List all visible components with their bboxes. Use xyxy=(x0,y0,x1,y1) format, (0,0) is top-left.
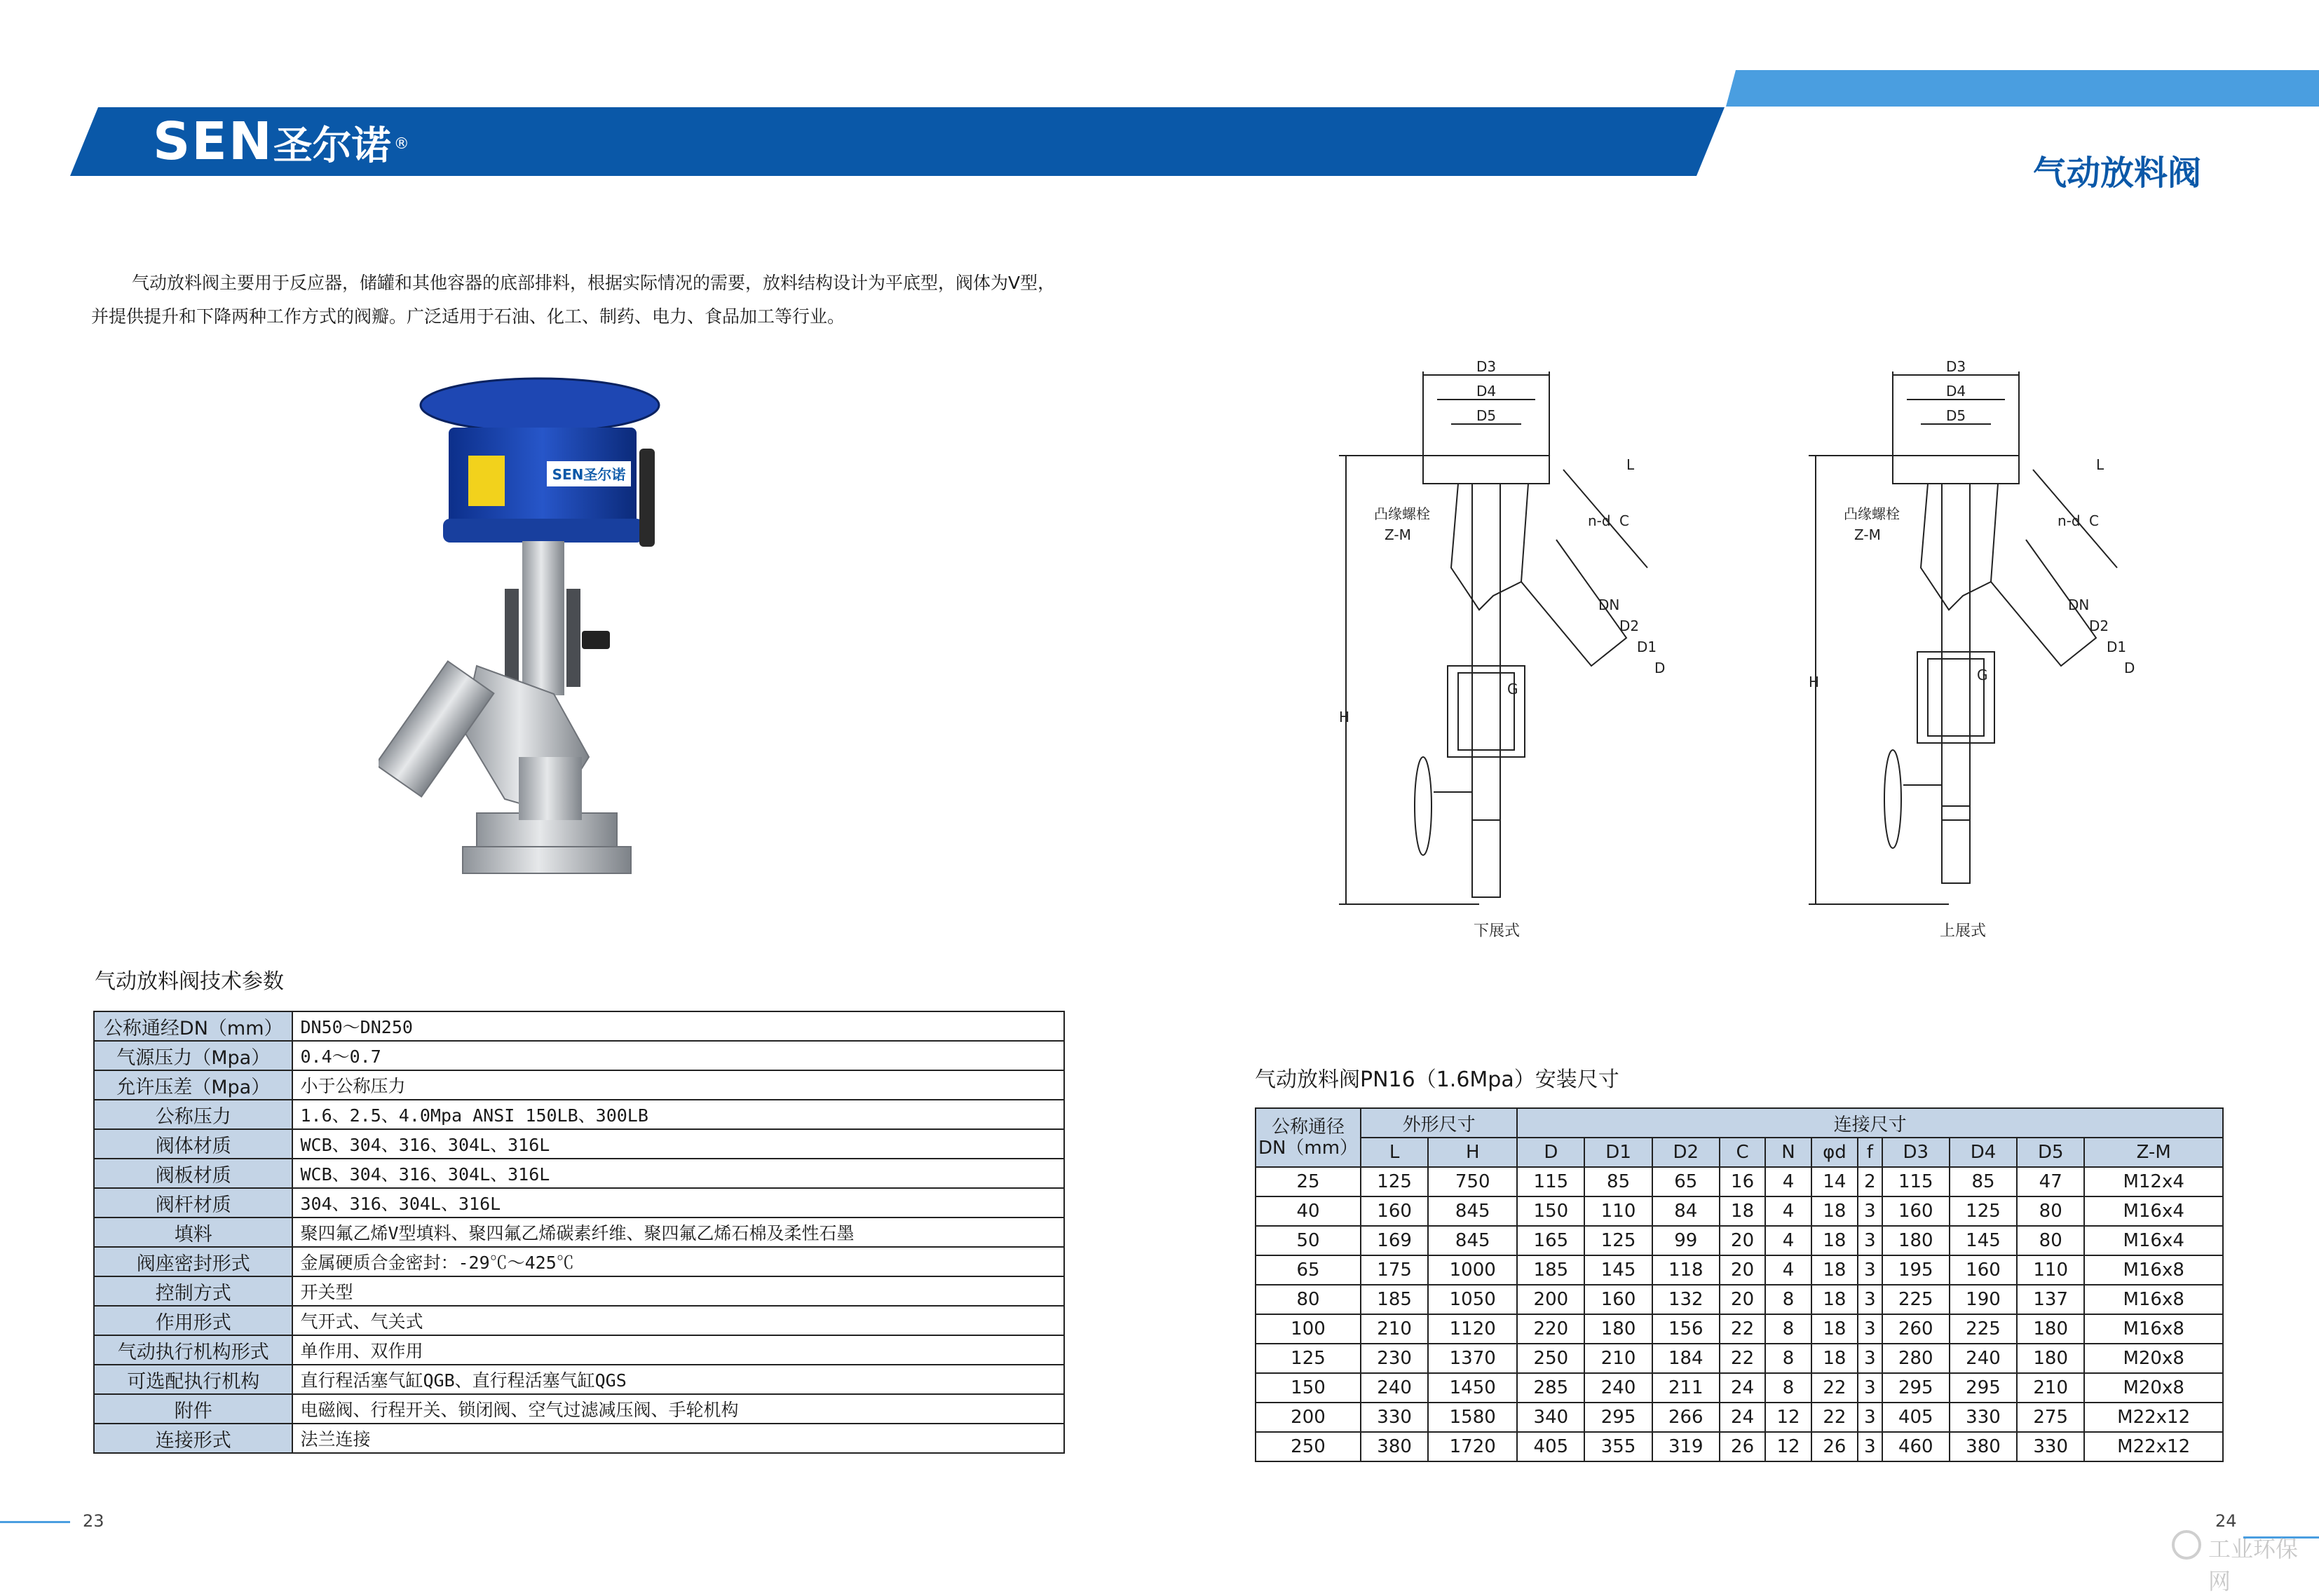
label-l-right: L xyxy=(2096,456,2104,473)
dim-cell: 26 xyxy=(1720,1432,1765,1461)
dim-cell: M12x4 xyxy=(2084,1167,2223,1196)
dim-cell: 405 xyxy=(1517,1432,1584,1461)
dim-cell: 845 xyxy=(1428,1226,1517,1255)
dim-cell: M16x8 xyxy=(2084,1255,2223,1285)
dim-cell: 380 xyxy=(1950,1432,2017,1461)
dim-cell: M20x8 xyxy=(2084,1344,2223,1373)
label-c-right: C xyxy=(2089,512,2099,529)
label-c-left: C xyxy=(1619,512,1629,529)
spec-value: 气开式、气关式 xyxy=(292,1306,1064,1335)
dim-cell: 4 xyxy=(1765,1196,1811,1226)
dim-cell: 190 xyxy=(1950,1285,2017,1314)
dim-cell: 240 xyxy=(1361,1373,1428,1403)
dim-cell: 3 xyxy=(1858,1285,1882,1314)
spec-value: 开关型 xyxy=(292,1276,1064,1306)
spec-value: 金属硬质合金密封：-29℃～425℃ xyxy=(292,1247,1064,1276)
dim-cell: 169 xyxy=(1361,1226,1428,1255)
dim-cell: 150 xyxy=(1256,1373,1361,1403)
spec-row xyxy=(94,1335,1064,1365)
watermark-text: 工业环保网 xyxy=(2208,1536,2299,1595)
drawing-lower-expand xyxy=(1339,358,1665,940)
dim-cell: 185 xyxy=(1361,1285,1428,1314)
brand-logo xyxy=(153,111,411,175)
spec-row xyxy=(94,1070,1064,1100)
dim-cell: 330 xyxy=(1361,1403,1428,1432)
dim-cell: 3 xyxy=(1858,1403,1882,1432)
dim-cell: 80 xyxy=(1256,1285,1361,1314)
table-row xyxy=(1256,1314,2223,1344)
label-l-left: L xyxy=(1626,456,1635,473)
dim-cell: 3 xyxy=(1858,1196,1882,1226)
spec-label: 可选配执行机构 xyxy=(94,1365,292,1394)
spec-value: 直行程活塞气缸QGB、直行程活塞气缸QGS xyxy=(292,1365,1064,1394)
dim-title: 气动放料阀PN16（1.6Mpa）安装尺寸 xyxy=(1255,1068,1619,1092)
dim-cell: 295 xyxy=(1950,1373,2017,1403)
dim-cell: 295 xyxy=(1584,1403,1652,1432)
dim-cell: 22 xyxy=(1811,1403,1858,1432)
dim-cell: 12 xyxy=(1765,1432,1811,1461)
dim-cell: 160 xyxy=(1584,1285,1652,1314)
dim-cell: 18 xyxy=(1811,1226,1858,1255)
dim-cell: 275 xyxy=(2017,1403,2084,1432)
dim-cell: 3 xyxy=(1858,1373,1882,1403)
dim-cell: 280 xyxy=(1882,1344,1950,1373)
spec-label: 气动执行机构形式 xyxy=(94,1335,292,1365)
dim-cell: 319 xyxy=(1652,1432,1720,1461)
label-zm-right: Z-M xyxy=(1854,526,1881,543)
dim-cell: 65 xyxy=(1256,1255,1361,1285)
dim-cell: 225 xyxy=(1882,1285,1950,1314)
table-row xyxy=(1256,1285,2223,1314)
dim-cell: 200 xyxy=(1256,1403,1361,1432)
product-photo xyxy=(379,364,743,960)
dim-cell: 230 xyxy=(1361,1344,1428,1373)
drawing-upper-expand xyxy=(1809,358,2135,940)
dim-cell: 99 xyxy=(1652,1226,1720,1255)
table-row xyxy=(1256,1226,2223,1255)
dim-col-header: Z-M xyxy=(2084,1138,2223,1167)
dim-cell: 4 xyxy=(1765,1255,1811,1285)
dim-cell: 225 xyxy=(1950,1314,2017,1344)
dim-cell: 210 xyxy=(1584,1344,1652,1373)
spec-row xyxy=(94,1306,1064,1335)
spec-value: 单作用、双作用 xyxy=(292,1335,1064,1365)
dim-header-dn xyxy=(1256,1108,1361,1167)
dim-cell: 20 xyxy=(1720,1226,1765,1255)
dim-cell: 20 xyxy=(1720,1255,1765,1285)
dim-cell: 460 xyxy=(1882,1432,1950,1461)
dim-header-conn: 连接尺寸 xyxy=(1517,1108,2223,1138)
dim-cell: 26 xyxy=(1811,1432,1858,1461)
dim-cell: M22x12 xyxy=(2084,1403,2223,1432)
dim-cell: 285 xyxy=(1517,1373,1584,1403)
spec-label: 附件 xyxy=(94,1394,292,1424)
label-d4-right: D4 xyxy=(1945,383,1966,400)
intro-paragraph: 气动放料阀主要用于反应器，储罐和其他容器的底部排料，根据实际情况的需要，放料结构设计为平底型，阀体为V型，并提供提升和下降两种工作方式的阀瓣。广泛适用于石油、化工、制药、电力、食品加工等行业。 xyxy=(91,273,1056,327)
table-row xyxy=(1256,1344,2223,1373)
dim-cell: 220 xyxy=(1517,1314,1584,1344)
watermark-icon xyxy=(2172,1530,2201,1560)
dim-cell: 3 xyxy=(1858,1432,1882,1461)
dim-cell: 18 xyxy=(1811,1344,1858,1373)
dim-col-header: D xyxy=(1517,1138,1584,1167)
dim-cell: M16x8 xyxy=(2084,1314,2223,1344)
dim-cell: 211 xyxy=(1652,1373,1720,1403)
spec-value: WCB、304、316、304L、316L xyxy=(292,1159,1064,1188)
dim-cell: 18 xyxy=(1720,1196,1765,1226)
dim-cell: 295 xyxy=(1882,1373,1950,1403)
dim-cell: 115 xyxy=(1517,1167,1584,1196)
dim-cell: 1050 xyxy=(1428,1285,1517,1314)
label-zm-left: Z-M xyxy=(1385,526,1411,543)
label-flange-right: 凸缘螺栓 xyxy=(1844,505,1900,522)
dim-cell: 85 xyxy=(1950,1167,2017,1196)
table-row xyxy=(1256,1196,2223,1226)
dim-cell: 405 xyxy=(1882,1403,1950,1432)
dim-cell: 2 xyxy=(1858,1167,1882,1196)
dim-cell: 210 xyxy=(1361,1314,1428,1344)
dim-cell: 8 xyxy=(1765,1373,1811,1403)
dim-col-header: φd xyxy=(1811,1138,1858,1167)
spec-label: 控制方式 xyxy=(94,1276,292,1306)
spec-value: 电磁阀、行程开关、锁闭阀、空气过滤减压阀、手轮机构 xyxy=(292,1394,1064,1424)
spec-row xyxy=(94,1100,1064,1129)
dim-cell: 156 xyxy=(1652,1314,1720,1344)
dim-cell: 137 xyxy=(2017,1285,2084,1314)
dim-cell: 330 xyxy=(2017,1432,2084,1461)
table-row xyxy=(1256,1403,2223,1432)
dim-cell: 1370 xyxy=(1428,1344,1517,1373)
dim-cell: 18 xyxy=(1811,1314,1858,1344)
table-row xyxy=(1256,1167,2223,1196)
spec-label: 阀板材质 xyxy=(94,1159,292,1188)
dimension-table xyxy=(1255,1107,2224,1462)
dim-cell: 260 xyxy=(1882,1314,1950,1344)
spec-row xyxy=(94,1011,1064,1041)
photo-badge-text: SEN圣尔诺 xyxy=(552,466,626,483)
dim-cell: 25 xyxy=(1256,1167,1361,1196)
dim-cell: 180 xyxy=(2017,1344,2084,1373)
label-g-right: G xyxy=(1977,667,1988,683)
dim-cell: 150 xyxy=(1517,1196,1584,1226)
dim-cell: 65 xyxy=(1652,1167,1720,1196)
dim-cell: 200 xyxy=(1517,1285,1584,1314)
dim-header-outer: 外形尺寸 xyxy=(1361,1108,1517,1138)
dim-cell: 160 xyxy=(1950,1255,2017,1285)
dim-cell: 24 xyxy=(1720,1403,1765,1432)
label-d-left: D xyxy=(1654,660,1666,676)
dim-cell: 16 xyxy=(1720,1167,1765,1196)
spec-label: 阀杆材质 xyxy=(94,1188,292,1218)
label-d5-left: D5 xyxy=(1476,407,1497,424)
dim-cell: 240 xyxy=(1584,1373,1652,1403)
spec-row xyxy=(94,1218,1064,1247)
spec-row xyxy=(94,1276,1064,1306)
dim-col-header: H xyxy=(1428,1138,1517,1167)
dim-cell: 160 xyxy=(1361,1196,1428,1226)
spec-label: 公称压力 xyxy=(94,1100,292,1129)
dim-cell: 184 xyxy=(1652,1344,1720,1373)
dim-col-header: D4 xyxy=(1950,1138,2017,1167)
dim-cell: 84 xyxy=(1652,1196,1720,1226)
spec-table xyxy=(93,1011,1065,1454)
dim-cell: 266 xyxy=(1652,1403,1720,1432)
footer-line-left xyxy=(0,1521,70,1523)
spec-row xyxy=(94,1424,1064,1453)
dim-header-row-2 xyxy=(1256,1138,2223,1167)
dim-cell: 175 xyxy=(1361,1255,1428,1285)
dim-cell: 8 xyxy=(1765,1344,1811,1373)
dim-header-dn-line2: DN（mm） xyxy=(1258,1138,1359,1159)
dim-col-header: D2 xyxy=(1652,1138,1720,1167)
page-number-left: 23 xyxy=(83,1511,104,1531)
label-h-left: H xyxy=(1339,709,1350,725)
dim-header-row-1 xyxy=(1256,1108,2223,1138)
table-row xyxy=(1256,1432,2223,1461)
dim-cell: 3 xyxy=(1858,1255,1882,1285)
dim-cell: 165 xyxy=(1517,1226,1584,1255)
dim-cell: 1720 xyxy=(1428,1432,1517,1461)
logo-latin: SEN xyxy=(153,111,273,172)
dim-cell: 180 xyxy=(1584,1314,1652,1344)
dim-cell: 110 xyxy=(2017,1255,2084,1285)
dim-cell: 18 xyxy=(1811,1285,1858,1314)
dim-cell: 80 xyxy=(2017,1196,2084,1226)
label-d1-left: D1 xyxy=(1637,639,1657,655)
dim-cell: 50 xyxy=(1256,1226,1361,1255)
caption-lower-expand: 下展式 xyxy=(1473,922,1521,940)
spec-title: 气动放料阀技术参数 xyxy=(95,969,284,994)
dim-cell: 250 xyxy=(1517,1344,1584,1373)
dim-cell: 12 xyxy=(1765,1403,1811,1432)
dim-col-header: D3 xyxy=(1882,1138,1950,1167)
dim-cell: 330 xyxy=(1950,1403,2017,1432)
label-d1-right: D1 xyxy=(2107,639,2127,655)
label-d3-right: D3 xyxy=(1945,358,1966,375)
dim-cell: 40 xyxy=(1256,1196,1361,1226)
label-flange-left: 凸缘螺栓 xyxy=(1374,505,1430,522)
dim-header-dn-line1: 公称通径 xyxy=(1271,1117,1345,1138)
label-nd-right: n-d xyxy=(2058,512,2081,529)
table-row xyxy=(1256,1255,2223,1285)
spec-value: 小于公称压力 xyxy=(292,1070,1064,1100)
dim-cell: 20 xyxy=(1720,1285,1765,1314)
spec-row xyxy=(94,1247,1064,1276)
dim-cell: 1000 xyxy=(1428,1255,1517,1285)
spec-label: 公称通经DN（mm） xyxy=(94,1011,292,1041)
dim-cell: 1580 xyxy=(1428,1403,1517,1432)
spec-value: 法兰连接 xyxy=(292,1424,1064,1453)
dim-cell: 355 xyxy=(1584,1432,1652,1461)
label-d-right: D xyxy=(2124,660,2135,676)
header-accent-bar xyxy=(1726,70,2319,107)
dim-cell: 22 xyxy=(1720,1314,1765,1344)
dim-cell: 240 xyxy=(1950,1344,2017,1373)
dim-cell: 22 xyxy=(1720,1344,1765,1373)
dim-cell: 1450 xyxy=(1428,1373,1517,1403)
label-nd-left: n-d xyxy=(1588,512,1611,529)
dim-cell: 845 xyxy=(1428,1196,1517,1226)
dim-cell: 145 xyxy=(1950,1226,2017,1255)
spec-value: 聚四氟乙烯V型填料、聚四氟乙烯碳素纤维、聚四氟乙烯石棉及柔性石墨 xyxy=(292,1218,1064,1247)
dim-cell: 180 xyxy=(2017,1314,2084,1344)
dim-col-header: D5 xyxy=(2017,1138,2084,1167)
dim-cell: 14 xyxy=(1811,1167,1858,1196)
spec-label: 允许压差（Mpa） xyxy=(94,1070,292,1100)
dim-cell: 8 xyxy=(1765,1285,1811,1314)
dim-col-header: f xyxy=(1858,1138,1882,1167)
dim-cell: 22 xyxy=(1811,1373,1858,1403)
dim-cell: 47 xyxy=(2017,1167,2084,1196)
dim-cell: 250 xyxy=(1256,1432,1361,1461)
dim-cell: 195 xyxy=(1882,1255,1950,1285)
spec-label: 阀座密封形式 xyxy=(94,1247,292,1276)
dim-cell: 18 xyxy=(1811,1255,1858,1285)
spec-row xyxy=(94,1365,1064,1394)
spec-label: 作用形式 xyxy=(94,1306,292,1335)
dim-cell: M22x12 xyxy=(2084,1432,2223,1461)
spec-label: 阀体材质 xyxy=(94,1129,292,1159)
spec-value: WCB、304、316、304L、316L xyxy=(292,1129,1064,1159)
table-row xyxy=(1256,1373,2223,1403)
spec-label: 气源压力（Mpa） xyxy=(94,1041,292,1070)
spec-value: 0.4～0.7 xyxy=(292,1041,1064,1070)
label-g-left: G xyxy=(1507,681,1518,697)
logo-cn: 圣尔诺 xyxy=(273,123,391,169)
label-dn-left: DN xyxy=(1598,596,1620,613)
dim-cell: 18 xyxy=(1811,1196,1858,1226)
dim-cell: 145 xyxy=(1584,1255,1652,1285)
dim-cell: 3 xyxy=(1858,1226,1882,1255)
dim-cell: 750 xyxy=(1428,1167,1517,1196)
dim-cell: 85 xyxy=(1584,1167,1652,1196)
technical-drawings xyxy=(1318,343,2271,953)
dim-cell: M16x4 xyxy=(2084,1196,2223,1226)
dim-cell: 340 xyxy=(1517,1403,1584,1432)
spec-label: 连接形式 xyxy=(94,1424,292,1453)
dim-cell: 210 xyxy=(2017,1373,2084,1403)
dim-cell: M16x8 xyxy=(2084,1285,2223,1314)
dim-cell: 125 xyxy=(1361,1167,1428,1196)
dim-cell: 24 xyxy=(1720,1373,1765,1403)
dim-col-header: C xyxy=(1720,1138,1765,1167)
label-d2-left: D2 xyxy=(1619,618,1640,634)
dim-cell: 125 xyxy=(1256,1344,1361,1373)
dim-cell: 180 xyxy=(1882,1226,1950,1255)
dim-cell: 3 xyxy=(1858,1344,1882,1373)
spec-value: 1.6、2.5、4.0Mpa ANSI 150LB、300LB xyxy=(292,1100,1064,1129)
spec-value: 304、316、304L、316L xyxy=(292,1188,1064,1218)
registered-mark: ® xyxy=(393,135,411,153)
dim-cell: 4 xyxy=(1765,1167,1811,1196)
spec-label: 填料 xyxy=(94,1218,292,1247)
label-d4-left: D4 xyxy=(1476,383,1497,400)
dim-cell: 100 xyxy=(1256,1314,1361,1344)
dim-cell: M20x8 xyxy=(2084,1373,2223,1403)
dim-cell: 80 xyxy=(2017,1226,2084,1255)
label-d5-right: D5 xyxy=(1945,407,1966,424)
page-title: 气动放料阀 xyxy=(2033,154,2202,193)
label-h-right: H xyxy=(1809,674,1820,690)
dim-col-header: D1 xyxy=(1584,1138,1652,1167)
dim-cell: 185 xyxy=(1517,1255,1584,1285)
dim-cell: 380 xyxy=(1361,1432,1428,1461)
dim-cell: M16x4 xyxy=(2084,1226,2223,1255)
dim-col-header: N xyxy=(1765,1138,1811,1167)
dim-cell: 125 xyxy=(1950,1196,2017,1226)
dim-col-header: L xyxy=(1361,1138,1428,1167)
spec-row xyxy=(94,1159,1064,1188)
label-d2-right: D2 xyxy=(2089,618,2109,634)
dim-cell: 125 xyxy=(1584,1226,1652,1255)
caption-upper-expand: 上展式 xyxy=(1939,922,1987,940)
dim-cell: 4 xyxy=(1765,1226,1811,1255)
dim-cell: 1120 xyxy=(1428,1314,1517,1344)
spec-row xyxy=(94,1041,1064,1070)
spec-row xyxy=(94,1394,1064,1424)
dim-cell: 110 xyxy=(1584,1196,1652,1226)
dim-cell: 115 xyxy=(1882,1167,1950,1196)
dim-cell: 160 xyxy=(1882,1196,1950,1226)
dim-cell: 118 xyxy=(1652,1255,1720,1285)
spec-row xyxy=(94,1188,1064,1218)
dim-cell: 8 xyxy=(1765,1314,1811,1344)
dim-cell: 3 xyxy=(1858,1314,1882,1344)
page-number-right: 24 xyxy=(2215,1511,2237,1531)
spec-row xyxy=(94,1129,1064,1159)
dim-cell: 132 xyxy=(1652,1285,1720,1314)
label-d3-left: D3 xyxy=(1476,358,1497,375)
spec-value: DN50～DN250 xyxy=(292,1011,1064,1041)
label-dn-right: DN xyxy=(2068,596,2090,613)
